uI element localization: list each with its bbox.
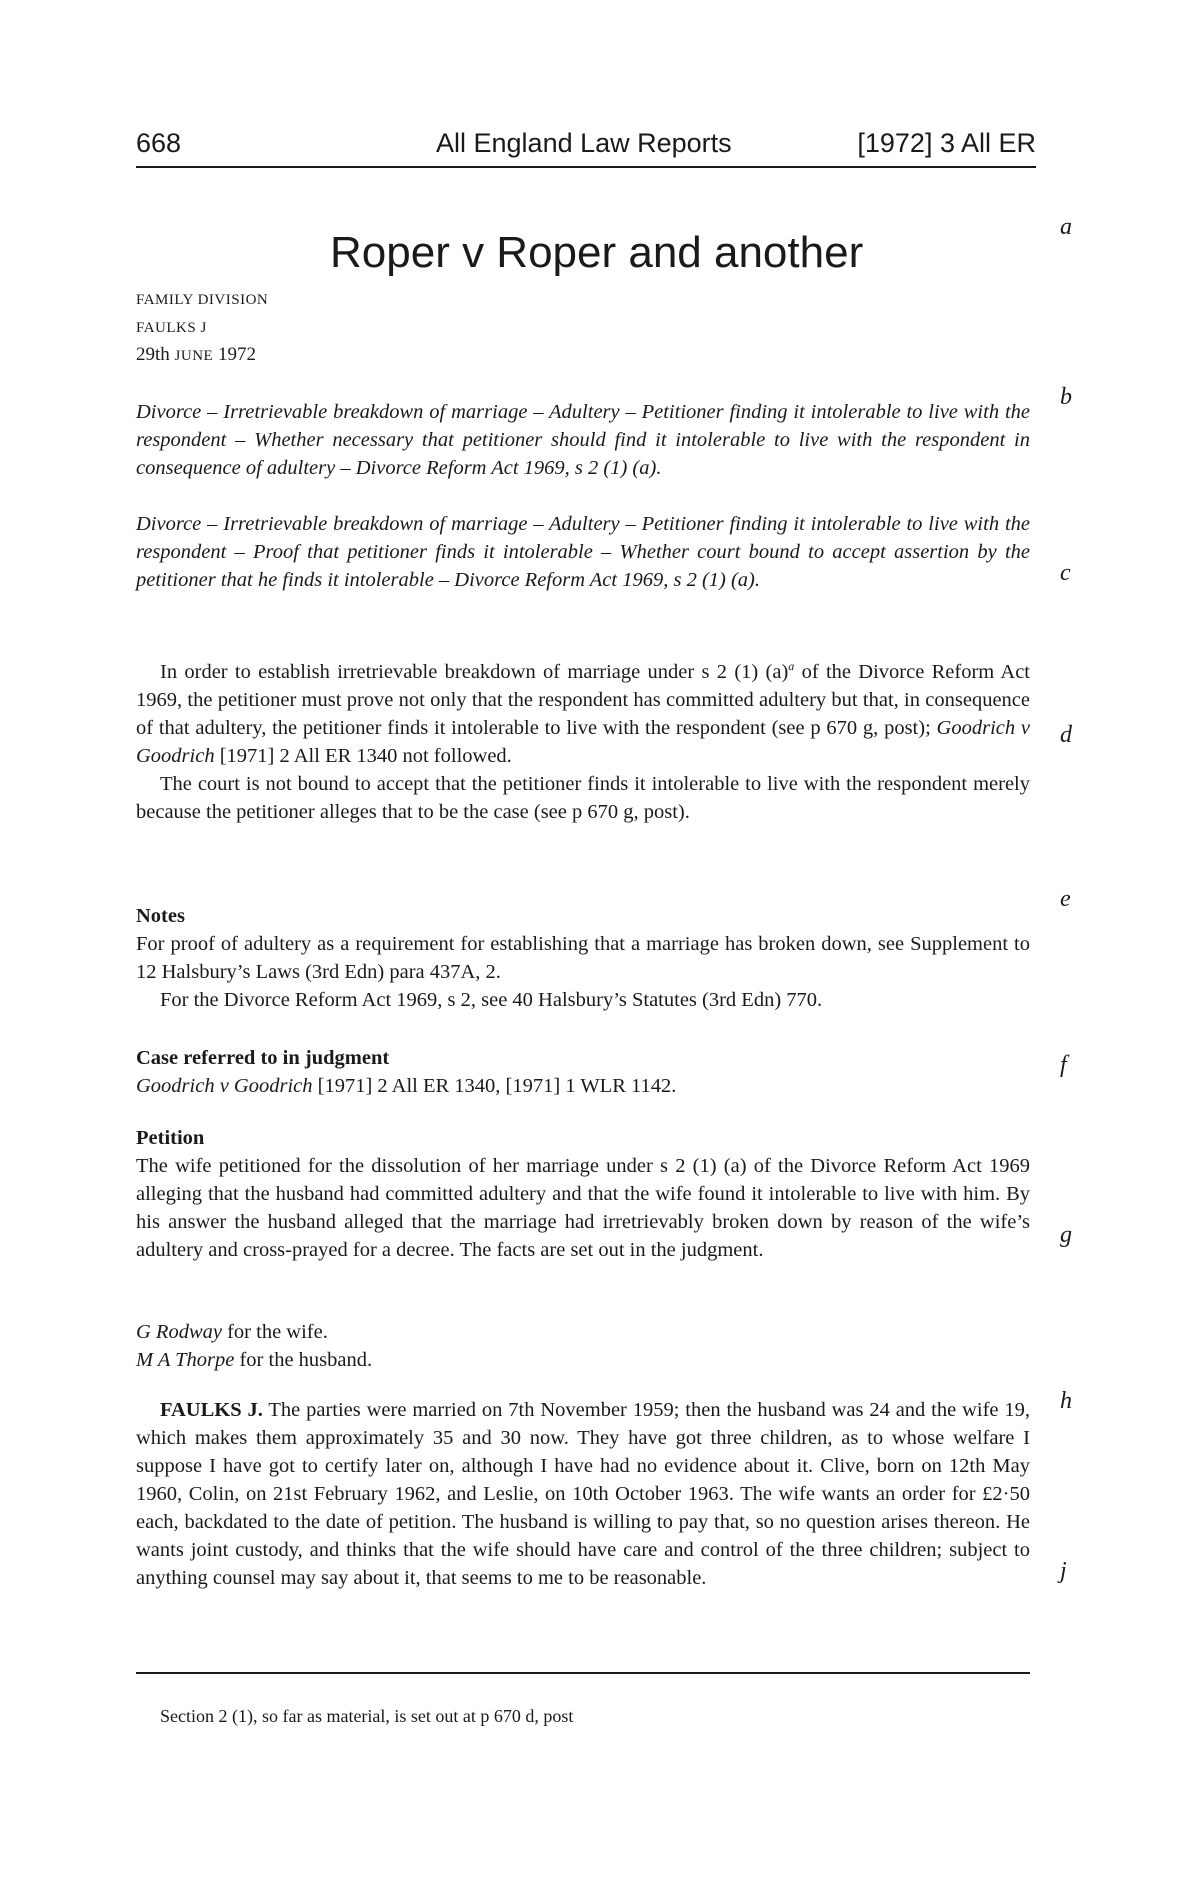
margin-letter-h: h	[1060, 1388, 1072, 1414]
running-header	[136, 128, 1036, 162]
footnote: Section 2 (1), so far as material, is set out at p 670 d, post	[160, 1706, 574, 1726]
counsel-wife: G Rodway for the wife.	[136, 1321, 328, 1343]
cases-entry: Goodrich v Goodrich [1971] 2 All ER 1340, [1971] 1 WLR 1142.	[136, 1075, 677, 1097]
petition-text: The wife petitioned for the dissolution of her marriage under s 2 (1) (a) of the Divorce Reform Act 1969 alleging that the husband had committed adultery and that the wife found it intolerable to live with him. By his answer the husband alleged that the marriage had irretrievably broken down by reason of the wife’s adultery and cross-prayed for a decree. The facts are set out in the judgment.	[136, 1155, 1030, 1261]
counsel-list	[136, 1318, 1030, 1374]
judgment-judge: FAULKS J.	[160, 1399, 263, 1421]
petition-section	[136, 1124, 1030, 1264]
holding-1: In order to establish irretrievable breakdown of marriage under s 2 (1) $(a)^a$ of the Divorce Reform Act 1969, the petitioner must prove not only that the respondent has committed adultery but that, in consequence of that adultery, the petitioner finds it intolerable to live with the respondent (see p 670 g, post); Goodrich v Goodrich [1971] 2 All ER 1340 not followed.	[136, 659, 1030, 767]
holdings	[136, 652, 1030, 826]
margin-letter-f: f	[1060, 1052, 1067, 1078]
notes-heading: Notes	[136, 905, 185, 927]
headnote-2: Divorce – Irretrievable breakdown of marriage – Adultery – Petitioner finding it intolerable to live with the respondent – Proof that petitioner finds it intolerable – Whether court bound to accept assertion by the petitioner that he finds it intolerable – Divorce Reform Act 1969, s 2 (1) (a).	[136, 513, 1030, 591]
judgment-section	[136, 1396, 1030, 1592]
holding-2: The court is not bound to accept that the petitioner finds it intolerable to live with the respondent merely because the petitioner alleges that to be the case (see p 670 g, post).	[136, 772, 1030, 823]
headnote-1: Divorce – Irretrievable breakdown of marriage – Adultery – Petitioner finding it intolerable to live with the respondent – Whether necessary that petitioner should find it intolerable to live with the respondent in consequence of adultery – Divorce Reform Act 1969, s 2 (1) (a).	[136, 401, 1030, 479]
case-title: Roper v Roper and another	[330, 228, 864, 277]
margin-letter-e: e	[1060, 886, 1071, 912]
notes-para-1: For proof of adultery as a requirement for establishing that a marriage has broken down, see Supplement to 12 Halsbury’s Laws (3rd Edn) para 437A, 2.	[136, 933, 1030, 983]
court-name: FAMILY DIVISION	[136, 292, 269, 308]
petition-heading: Petition	[136, 1127, 205, 1149]
counsel-husband: M A Thorpe for the husband.	[136, 1349, 373, 1371]
decision-date: 29th JUNE 1972	[136, 344, 256, 365]
page-number: 668	[136, 128, 182, 158]
margin-letter-c: c	[1060, 560, 1071, 586]
judgment-text: FAULKS J. The parties were married on 7th November 1959; then the husband was 24 and the wife 19, which makes them approximately 35 and 30 now. They have got three children, as to whose welfare I suppose I have got to certify later on, although I have had no evidence about it. Clive, born on 12th May 1960, Colin, on 21st February 1962, and Leslie, on 10th October 1963. The wife wants an order for £2·50 each, backdated to the date of petition. The husband is willing to pay that, so no question arises thereon. He wants joint custody, and thinks that the wife should have care and control of the three children; subject to anything counsel may say about it, that seems to me to be reasonable.	[136, 1399, 1030, 1589]
report-citation: [1972] 3 All ER	[857, 128, 1036, 158]
report-series: All England Law Reports	[436, 128, 732, 158]
margin-letter-a: a	[1060, 214, 1072, 240]
margin-letter-b: b	[1060, 384, 1072, 410]
footnote-marker: a	[788, 659, 795, 673]
notes-section	[136, 902, 1030, 1014]
judge-name: FAULKS J	[136, 320, 207, 336]
notes-para-2: For the Divorce Reform Act 1969, s 2, see 40 Halsbury’s Statutes (3rd Edn) 770.	[160, 989, 823, 1011]
cases-section	[136, 1044, 1030, 1100]
margin-letter-d: d	[1060, 722, 1072, 748]
footnote-rule	[136, 1672, 1030, 1674]
cases-heading: Case referred to in judgment	[136, 1047, 390, 1069]
header-rule	[136, 166, 1036, 168]
margin-letter-g: g	[1060, 1222, 1072, 1248]
margin-letter-j: j	[1060, 1558, 1067, 1584]
